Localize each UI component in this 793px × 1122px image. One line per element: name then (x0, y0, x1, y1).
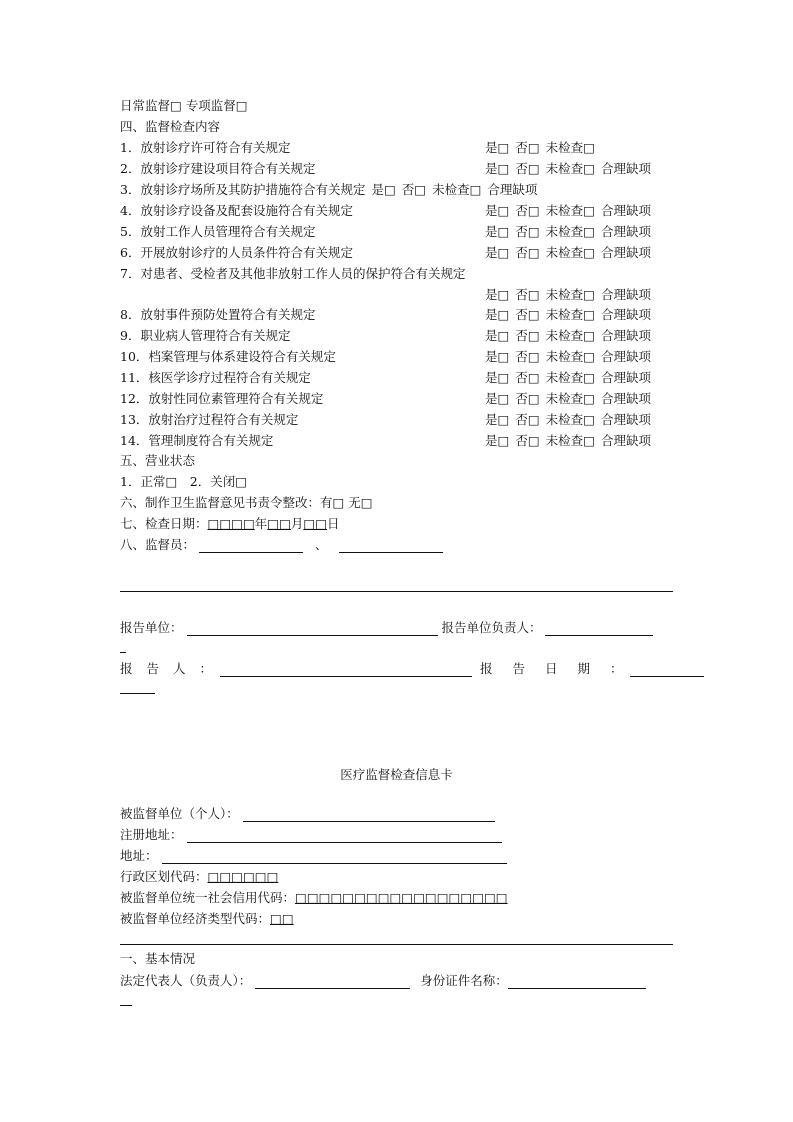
option-checkbox[interactable]: 否□ (515, 370, 540, 385)
legal-rep-label: 法定代表人（负责人）： (120, 973, 252, 988)
inspection-item (120, 140, 290, 156)
option-checkbox[interactable]: 是□ (485, 161, 510, 176)
admin-code-boxes[interactable]: □□□□□□ (207, 869, 279, 884)
not-applicable-label: 合理缺项 (600, 433, 651, 448)
inspection-item-options (485, 224, 657, 240)
option-checkbox[interactable]: 是□ (485, 287, 510, 302)
option-checkbox[interactable]: 未检查□ (545, 328, 595, 343)
inspection-item (120, 203, 353, 219)
inspection-item-label: 4．放射诊疗设备及配套设施符合有关规定 (120, 203, 353, 218)
reporter-label: 报告人： (120, 661, 227, 676)
option-checkbox[interactable]: 否□ (515, 328, 540, 343)
option-checkbox[interactable]: 否□ (515, 140, 540, 155)
section5-heading: 五、营业状态 (120, 453, 196, 468)
month-boxes[interactable]: □□ (267, 516, 291, 531)
option-checkbox[interactable]: 未检查□ (545, 307, 595, 322)
option-checkbox[interactable]: 未检查□ (545, 203, 595, 218)
inspection-date-label: 七、检查日期： (120, 516, 208, 531)
inspection-item-options (485, 412, 657, 428)
report-unit-row (120, 620, 653, 636)
day-boxes[interactable]: □□ (303, 516, 328, 531)
underline-overflow (120, 1005, 132, 1006)
option-checkbox[interactable]: 是□ (485, 433, 510, 448)
credit-code-row (120, 890, 508, 906)
inspection-item (120, 349, 336, 365)
option-checkbox[interactable]: 未检查□ (545, 161, 595, 176)
option-checkbox[interactable]: 是□ (485, 224, 510, 239)
inspection-item-label: 9．职业病人管理符合有关规定 (120, 328, 291, 343)
inspection-item-options (485, 370, 657, 386)
not-applicable-label: 合理缺项 (600, 412, 651, 427)
registered-address-label: 注册地址： (120, 827, 183, 842)
option-checkbox[interactable]: 是□ (371, 182, 396, 197)
option-checkbox[interactable]: 是□ (485, 203, 510, 218)
option-checkbox[interactable]: 未检查□ (545, 140, 595, 155)
not-applicable-label: 合理缺项 (600, 307, 651, 322)
inspection-item (120, 224, 315, 240)
option-checkbox[interactable]: 否□ (515, 224, 540, 239)
admin-code-label: 行政区划代码： (120, 869, 208, 884)
inspection-item (120, 433, 273, 449)
not-applicable-label: 合理缺项 (600, 203, 651, 218)
option-checkbox[interactable]: 否□ (515, 245, 540, 260)
option-checkbox[interactable]: 是□ (485, 349, 510, 364)
year-boxes[interactable]: □□□□ (207, 516, 255, 531)
inspection-item-options (485, 287, 657, 303)
inspection-item-label: 1．放射诊疗许可符合有关规定 (120, 140, 291, 155)
not-applicable-label: 合理缺项 (600, 391, 651, 406)
inspection-item-label: 13．放射治疗过程符合有关规定 (120, 412, 299, 427)
basic-info-heading: 一、基本情况 (120, 951, 196, 966)
inspection-item-options (485, 245, 657, 261)
not-applicable-label: 合理缺项 (600, 161, 651, 176)
not-applicable-label: 合理缺项 (600, 370, 651, 385)
divider (120, 944, 673, 945)
reporter-field[interactable] (220, 662, 472, 677)
inspection-item-label: 3．放射诊疗场所及其防护措施符合有关规定 (120, 182, 366, 197)
inspection-date-row (120, 516, 340, 532)
option-checkbox[interactable]: 未检查□ (545, 370, 595, 385)
credit-code-boxes[interactable]: □□□□□□□□□□□□□□□□□□ (295, 890, 508, 905)
inspection-item-label: 10．档案管理与体系建设符合有关规定 (120, 349, 336, 364)
month-label: 月 (290, 516, 304, 531)
year-label: 年 (254, 516, 268, 531)
inspection-item-label: 6．开展放射诊疗的人员条件符合有关规定 (120, 245, 353, 260)
inspection-item (120, 245, 353, 261)
option-checkbox[interactable]: 否□ (515, 433, 540, 448)
inspector-separator: 、 (314, 537, 328, 552)
special-supervision-checkbox[interactable]: 专项监督□ (185, 98, 248, 113)
inspection-item-label: 12．放射性同位素管理符合有关规定 (120, 391, 324, 406)
supervised-unit-row (120, 806, 495, 822)
not-applicable-label: 合理缺项 (600, 224, 651, 239)
inspection-item-label: 5．放射工作人员管理符合有关规定 (120, 224, 316, 239)
econ-code-label: 被监督单位经济类型代码： (120, 911, 271, 926)
inspector-label: 八、监督员： (120, 537, 196, 552)
legal-rep-row (120, 973, 646, 989)
inspection-item-label: 2．放射诊疗建设项目符合有关规定 (120, 161, 316, 176)
inspection-item (120, 328, 290, 344)
option-checkbox[interactable]: 未检查□ (545, 245, 595, 260)
inspection-item-label: 11．核医学诊疗过程符合有关规定 (120, 370, 311, 385)
option-checkbox[interactable]: 是□ (485, 328, 510, 343)
econ-code-row (120, 911, 294, 927)
option-checkbox[interactable]: 否□ (515, 287, 540, 302)
inspection-item (120, 391, 323, 407)
option-checkbox[interactable]: 否□ (515, 391, 540, 406)
option-checkbox[interactable]: 是□ (485, 370, 510, 385)
inspection-item (120, 266, 465, 282)
option-checkbox[interactable]: 否□ (401, 182, 427, 197)
report-unit-label: 报告单位： (120, 620, 183, 635)
option-checkbox[interactable]: 未检查□ (545, 391, 595, 406)
inspection-item (120, 307, 315, 323)
option-checkbox[interactable]: 否□ (515, 307, 540, 322)
option-checkbox[interactable]: 未检查□ (545, 287, 595, 302)
inspection-item-options (485, 391, 657, 407)
card-title: 医疗监督检查信息卡 (340, 767, 453, 782)
not-applicable-label: 合理缺项 (487, 182, 538, 197)
report-unit-field[interactable] (187, 621, 438, 636)
report-unit-head-label: 报告单位负责人： (441, 620, 542, 635)
option-checkbox[interactable]: 否□ (515, 412, 540, 427)
not-applicable-label: 合理缺项 (600, 328, 651, 343)
option-checkbox[interactable]: 否□ (515, 161, 540, 176)
legal-rep-field[interactable] (255, 974, 410, 989)
inspection-item-label: 7．对患者、受检者及其他非放射工作人员的保护符合有关规定 (120, 266, 466, 281)
option-checkbox[interactable]: 未检查□ (545, 433, 595, 448)
daily-supervision-checkbox[interactable]: 日常监督□ (120, 98, 182, 113)
inspection-item-label: 14．管理制度符合有关规定 (120, 433, 274, 448)
inspection-item (120, 161, 315, 177)
supervised-unit-field[interactable] (243, 807, 495, 822)
option-checkbox[interactable]: 是□ (485, 307, 510, 322)
section4-heading: 四、监督检查内容 (120, 119, 221, 134)
underline-overflow (120, 693, 155, 694)
inspection-item (120, 412, 298, 428)
option-checkbox[interactable]: 否□ (515, 203, 540, 218)
inspection-item-options (485, 328, 657, 344)
underline-overflow (120, 652, 126, 653)
inspection-item (120, 370, 311, 386)
admin-code-row (120, 869, 278, 885)
option-checkbox[interactable]: 未检查□ (545, 224, 595, 239)
id-name-field[interactable] (508, 974, 646, 989)
inspector-2-field[interactable] (339, 538, 443, 553)
not-applicable-label: 合理缺项 (600, 349, 651, 364)
report-date-label: 报告日期： (479, 661, 643, 676)
id-name-label: 身份证件名称： (420, 973, 508, 988)
credit-code-label: 被监督单位统一社会信用代码： (120, 890, 296, 905)
business-status-options[interactable]: 1．正常□ 2．关闭□ (120, 474, 248, 489)
inspection-item-options (485, 349, 657, 365)
inspector-1-field[interactable] (199, 538, 303, 553)
address-row (120, 848, 507, 864)
day-label: 日 (327, 516, 340, 531)
divider (120, 591, 673, 592)
inspection-item-options (485, 140, 601, 156)
registered-address-field[interactable] (187, 828, 502, 843)
inspection-item-options (485, 203, 657, 219)
econ-code-boxes[interactable]: □□ (270, 911, 294, 926)
inspector-row (120, 537, 443, 553)
option-checkbox[interactable]: 未检查□ (545, 349, 595, 364)
option-checkbox[interactable]: 是□ (485, 245, 510, 260)
address-field[interactable] (162, 849, 507, 864)
option-checkbox[interactable]: 是□ (485, 140, 510, 155)
address-label: 地址： (120, 848, 158, 863)
reporter-row (120, 661, 704, 677)
rectification-order-row[interactable]: 六、制作卫生监督意见书责令整改：有□ 无□ (120, 495, 373, 510)
supervision-type-row (120, 98, 248, 114)
supervised-unit-label: 被监督单位（个人）： (120, 806, 239, 821)
inspection-item-options (485, 307, 657, 323)
report-unit-head-field[interactable] (545, 621, 653, 636)
inspection-item-label: 8．放射事件预防处置符合有关规定 (120, 307, 316, 322)
not-applicable-label: 合理缺项 (600, 287, 651, 302)
option-checkbox[interactable]: 否□ (515, 349, 540, 364)
option-checkbox[interactable]: 是□ (485, 391, 510, 406)
inspection-item (120, 182, 543, 198)
inspection-item-options (371, 182, 543, 197)
inspection-item-options (485, 433, 657, 449)
not-applicable-label: 合理缺项 (600, 245, 651, 260)
option-checkbox[interactable]: 未检查□ (432, 182, 482, 197)
option-checkbox[interactable]: 未检查□ (545, 412, 595, 427)
inspection-item-options (485, 161, 657, 177)
report-date-field[interactable] (630, 662, 704, 677)
option-checkbox[interactable]: 是□ (485, 412, 510, 427)
registered-address-row (120, 827, 502, 843)
